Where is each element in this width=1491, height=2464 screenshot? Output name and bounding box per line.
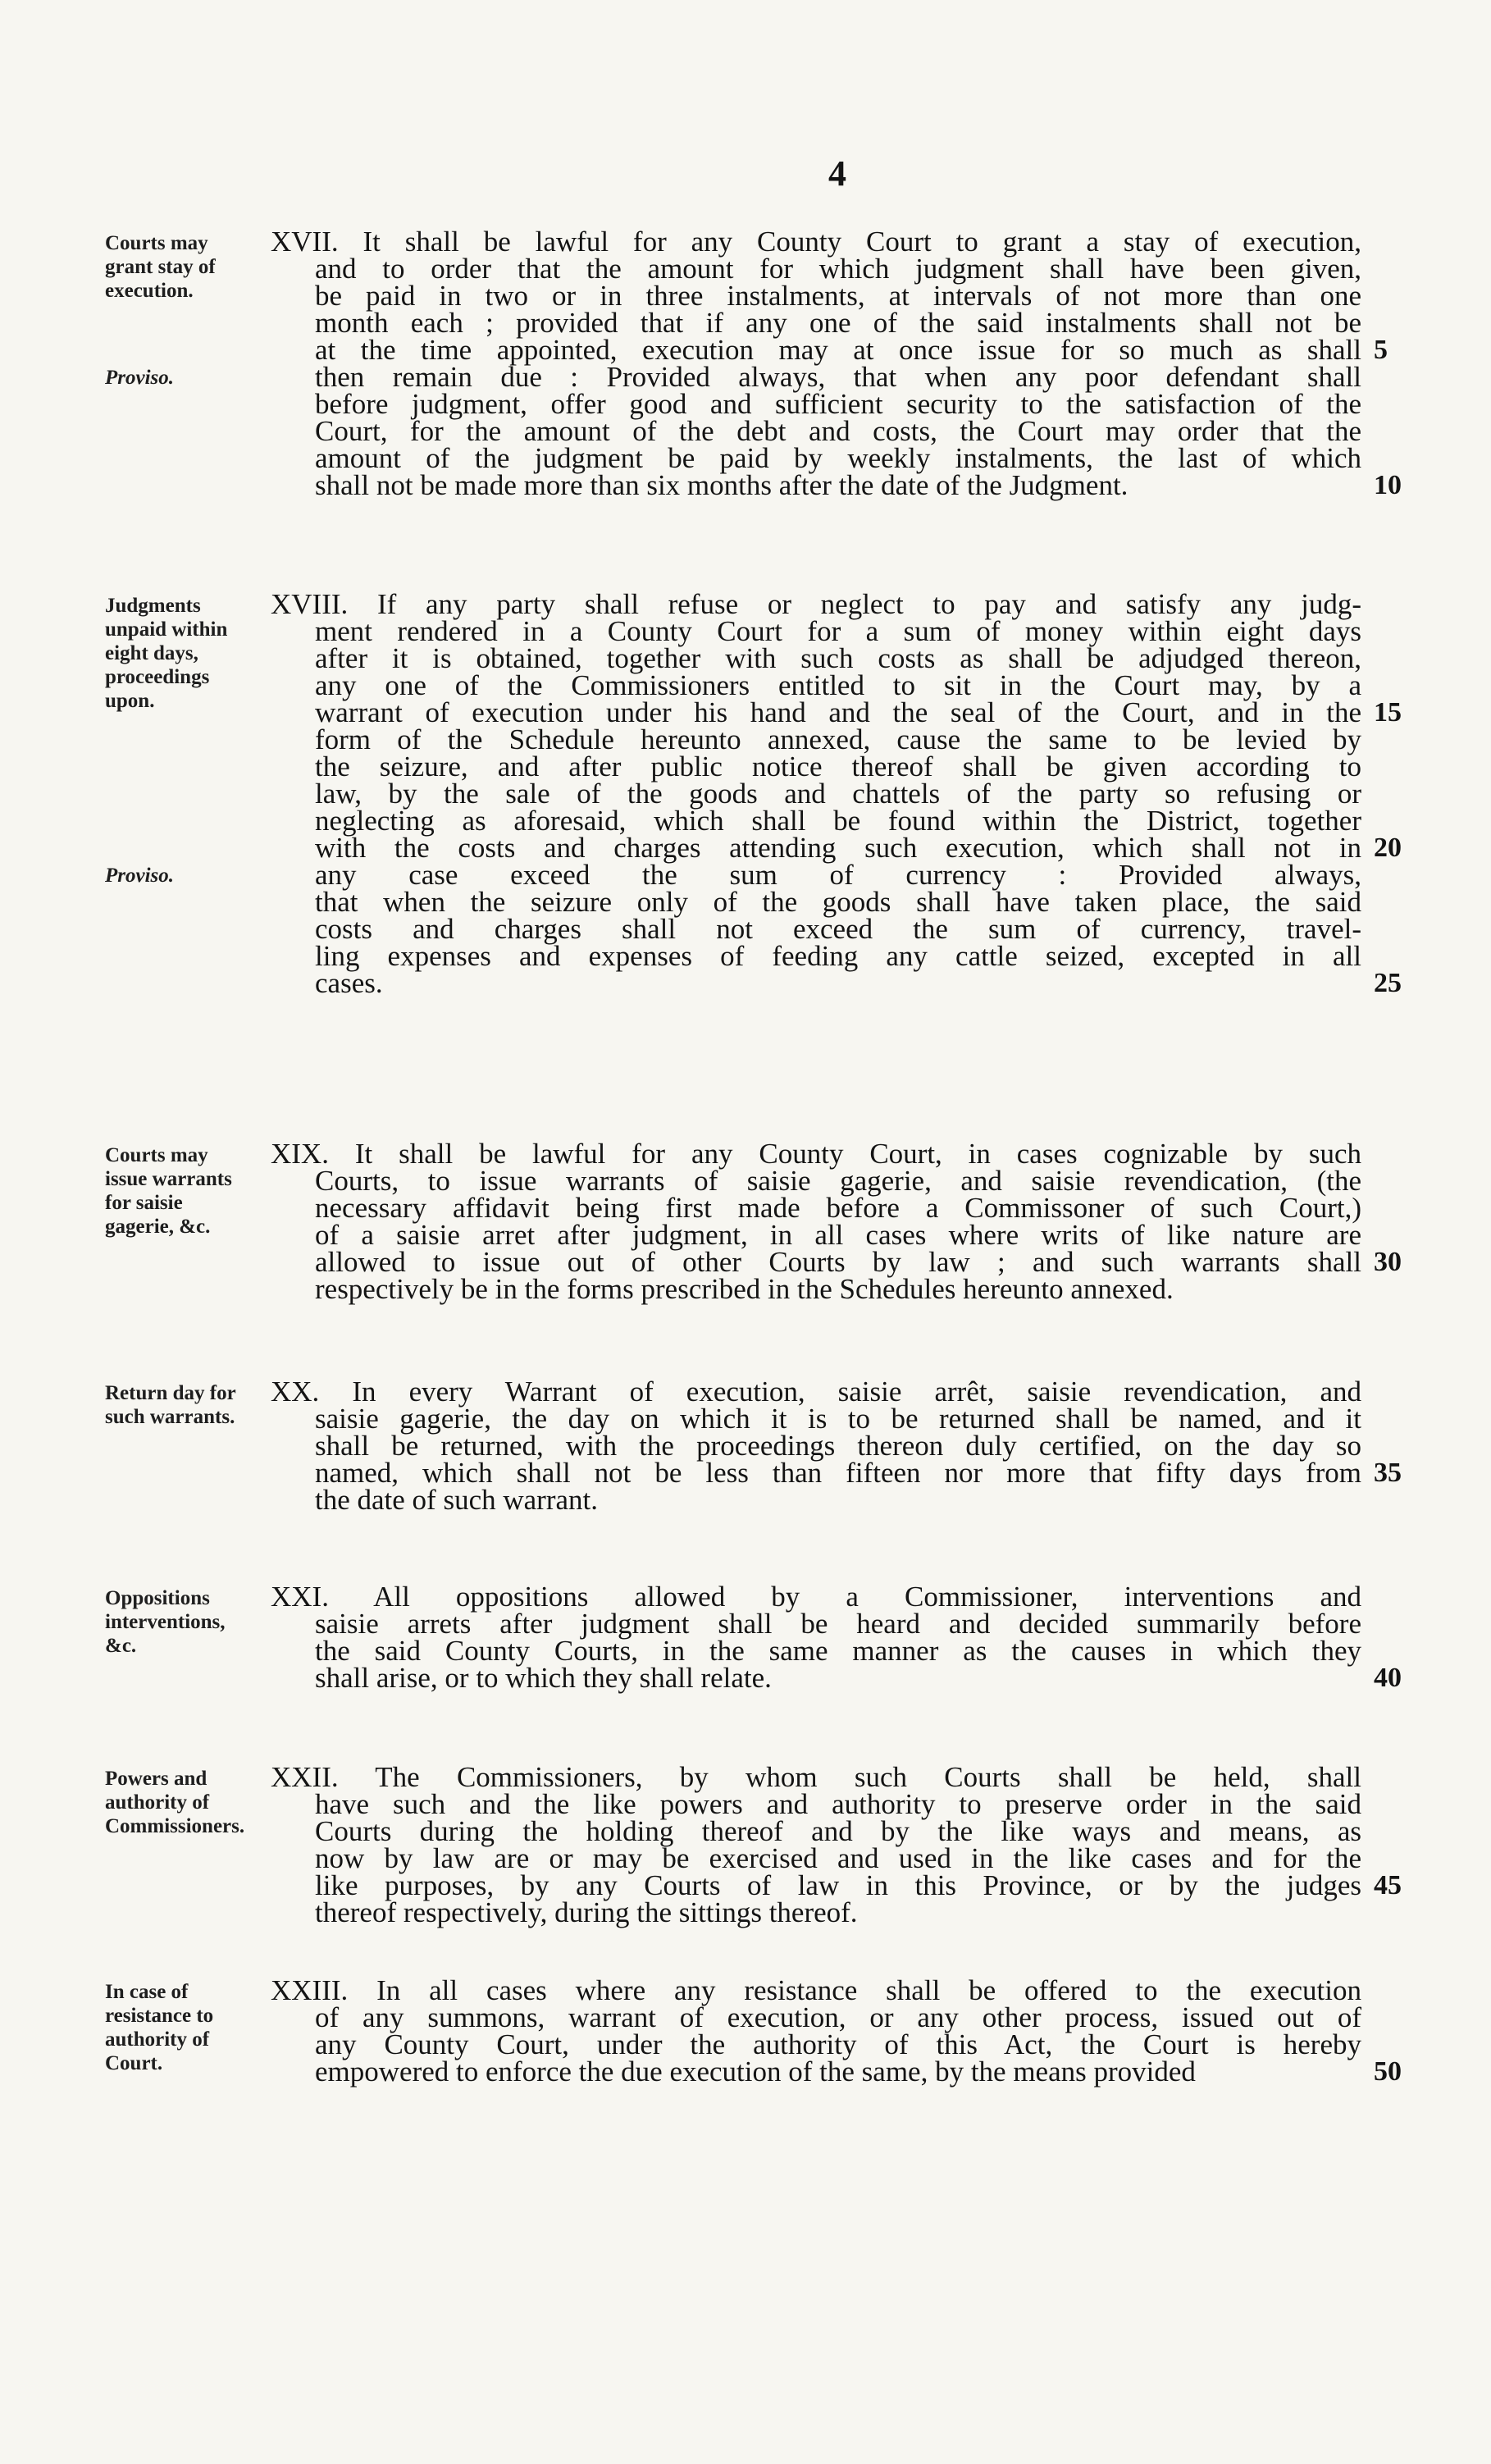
text-line [271, 1788, 1361, 1820]
text-line [271, 1275, 1361, 1303]
text-line [271, 1662, 1402, 1694]
section-text [271, 1581, 1402, 1694]
page-number: 4 [828, 153, 846, 194]
text-line [271, 2028, 1361, 2060]
text-line [271, 390, 1361, 418]
line-text: named, which shall not be less than fifteen nor more that fifty days from [315, 1457, 1361, 1489]
text-line [271, 2056, 1402, 2088]
text-line [271, 280, 1361, 312]
text-line [271, 615, 1361, 647]
line-number: 45 [1374, 1870, 1402, 1900]
line-text: at the time appointed, execution may at once issue for so much as shall [315, 334, 1361, 366]
line-number: 10 [1374, 470, 1402, 500]
line-number: 5 [1374, 335, 1388, 365]
line-number: 40 [1374, 1663, 1402, 1693]
text-line [271, 1581, 1361, 1613]
text-line [271, 751, 1361, 783]
line-text: saisie gagerie, the day on which it is to be returned shall be named, and it [315, 1403, 1361, 1435]
line-text: with the costs and charges attending such execution, which shall not in [315, 832, 1361, 864]
line-text: respectively be in the forms prescribed in the Schedules hereunto annexed. [315, 1273, 1174, 1305]
line-text: the seizure, and after public notice thereof shall be given according to [315, 751, 1361, 783]
text-line [271, 1246, 1402, 1278]
line-number: 25 [1374, 968, 1402, 998]
line-text: XVIII. If any party shall refuse or neglect to pay and satisfy any judg- [271, 588, 1361, 620]
text-line [271, 334, 1388, 366]
line-text: ling expenses and expenses of feeding any cattle seized, excepted in all [315, 940, 1361, 972]
text-line [271, 1192, 1361, 1224]
line-text: XXI. All oppositions allowed by a Commissioner, interventions and [271, 1581, 1361, 1613]
text-line [271, 415, 1361, 447]
text-line [271, 253, 1361, 285]
margin-note: Courts may issue warrants for saisie gagerie, &c. [105, 1144, 232, 1238]
line-number: 30 [1374, 1247, 1402, 1277]
text-line [271, 859, 1361, 891]
line-text: allowed to issue out of other Courts by law ; and such warrants shall [315, 1246, 1361, 1278]
line-number: 15 [1374, 697, 1402, 728]
text-line [271, 361, 1361, 393]
line-text: Courts during the holding thereof and by the like ways and means, as [315, 1815, 1361, 1847]
line-number: 35 [1374, 1458, 1402, 1488]
line-text: XIX. It shall be lawful for any County Court, in cases cognizable by such [271, 1138, 1361, 1170]
text-line [271, 1896, 1361, 1928]
line-text: XVII. It shall be lawful for any County Court to grant a stay of execution, [271, 226, 1361, 258]
line-text: and to order that the amount for which judgment shall have been given, [315, 253, 1361, 285]
text-line [271, 723, 1361, 755]
text-line [271, 307, 1361, 339]
line-text: empowered to enforce the due execution of the same, by the means provided [315, 2056, 1196, 2088]
text-line [271, 1608, 1361, 1640]
text-line [271, 588, 1361, 620]
line-text: thereof respectively, during the sittings thereof. [315, 1896, 858, 1928]
proviso-note: Proviso. [105, 865, 175, 887]
line-text: shall be returned, with the proceedings thereon duly certified, on the day so [315, 1430, 1361, 1462]
text-line [271, 1457, 1402, 1489]
line-text: of a saisie arret after judgment, in all cases where writs of like nature are [315, 1219, 1361, 1251]
line-text: warrant of execution under his hand and the seal of the Court, and in the [315, 696, 1361, 728]
text-line [271, 1635, 1361, 1667]
line-text: that when the seizure only of the goods shall have taken place, the said [315, 886, 1361, 918]
text-line [271, 442, 1361, 474]
line-text: like purposes, by any Courts of law in this Province, or by the judges [315, 1869, 1361, 1901]
line-text: the date of such warrant. [315, 1484, 598, 1516]
margin-note: Judgments unpaid within eight days, proceedings upon. [105, 595, 228, 712]
line-number: 20 [1374, 833, 1402, 863]
line-text: the said County Courts, in the same manner as the causes in which they [315, 1635, 1361, 1667]
line-text: then remain due : Provided always, that when any poor defendant shall [315, 361, 1361, 393]
line-text: costs and charges shall not exceed the sum of currency, travel- [315, 913, 1361, 945]
text-line [271, 1815, 1361, 1847]
text-line [271, 967, 1402, 999]
line-text: XX. In every Warrant of execution, saisie arrêt, saisie revendication, and [271, 1376, 1361, 1408]
line-text: any County Court, under the authority of this Act, the Court is hereby [315, 2028, 1361, 2060]
section-text [271, 1376, 1402, 1516]
line-text: be paid in two or in three instalments, at intervals of not more than one [315, 280, 1361, 312]
line-text: after it is obtained, together with such costs as shall be adjudged thereon, [315, 642, 1361, 674]
line-text: law, by the sale of the goods and chattels of the party so refusing or [315, 778, 1361, 810]
text-line [271, 2001, 1361, 2033]
line-text: any one of the Commissioners entitled to sit in the Court may, by a [315, 669, 1361, 701]
line-text: XXIII. In all cases where any resistance shall be offered to the execution [271, 1974, 1361, 2006]
text-line [271, 913, 1361, 945]
line-number: 50 [1374, 2056, 1402, 2087]
margin-note: Return day for such warrants. [105, 1382, 236, 1428]
text-line [271, 1138, 1361, 1170]
text-line [271, 1403, 1361, 1435]
line-text: form of the Schedule hereunto annexed, cause the same to be levied by [315, 723, 1361, 755]
line-text: amount of the judgment be paid by weekly instalments, the last of which [315, 442, 1361, 474]
margin-note: Courts may grant stay of execution. [105, 232, 216, 302]
line-text: shall not be made more than six months after the date of the Judgment. [315, 469, 1129, 501]
text-line [271, 1974, 1361, 2006]
section-text [271, 1974, 1402, 2088]
text-line [271, 1219, 1361, 1251]
text-line [271, 642, 1361, 674]
line-text: Court, for the amount of the debt and costs, the Court may order that the [315, 415, 1361, 447]
text-line [271, 1869, 1402, 1901]
line-text: of any summons, warrant of execution, or any other process, issued out of [315, 2001, 1361, 2033]
line-text: have such and the like powers and authority to preserve order in the said [315, 1788, 1361, 1820]
section-text [271, 1761, 1402, 1928]
proviso-note: Proviso. [105, 367, 175, 389]
margin-note: In case of resistance to authority of Court. [105, 1981, 214, 2074]
line-text: cases. [315, 967, 383, 999]
line-text: any case exceed the sum of currency : Provided always, [315, 859, 1361, 891]
text-line [271, 226, 1361, 258]
margin-note: Powers and authority of Commissioners. [105, 1768, 245, 1837]
text-line [271, 886, 1361, 918]
line-text: before judgment, offer good and sufficient security to the satisfaction of the [315, 388, 1361, 420]
line-text: shall arise, or to which they shall relate. [315, 1662, 772, 1694]
text-line [271, 1484, 1361, 1516]
line-text: neglecting as aforesaid, which shall be found within the District, together [315, 805, 1361, 837]
line-text: month each ; provided that if any one of the said instalments shall not be [315, 307, 1361, 339]
text-line [271, 778, 1361, 810]
line-text: now by law are or may be exercised and used in the like cases and for the [315, 1842, 1361, 1874]
line-text: XXII. The Commissioners, by whom such Courts shall be held, shall [271, 1761, 1361, 1793]
text-line [271, 942, 1361, 970]
line-text: necessary affidavit being first made before a Commissoner of such Court,) [315, 1192, 1361, 1224]
text-line [271, 1165, 1361, 1197]
text-line [271, 805, 1361, 837]
text-line [271, 1842, 1361, 1874]
line-text: ment rendered in a County Court for a sum of money within eight days [315, 615, 1361, 647]
margin-note: Oppositions interventions, &c. [105, 1587, 226, 1657]
text-line [271, 696, 1402, 728]
text-line [271, 832, 1402, 864]
line-text: Courts, to issue warrants of saisie gagerie, and saisie revendication, (the [315, 1165, 1361, 1197]
text-line [271, 1376, 1361, 1408]
text-line [271, 1761, 1361, 1793]
text-line [271, 1430, 1361, 1462]
line-text: saisie arrets after judgment shall be heard and decided summarily before [315, 1608, 1361, 1640]
section-text [271, 226, 1402, 501]
section-text [271, 588, 1402, 999]
section-text [271, 1138, 1402, 1305]
text-line [271, 669, 1361, 701]
text-line [271, 469, 1402, 501]
